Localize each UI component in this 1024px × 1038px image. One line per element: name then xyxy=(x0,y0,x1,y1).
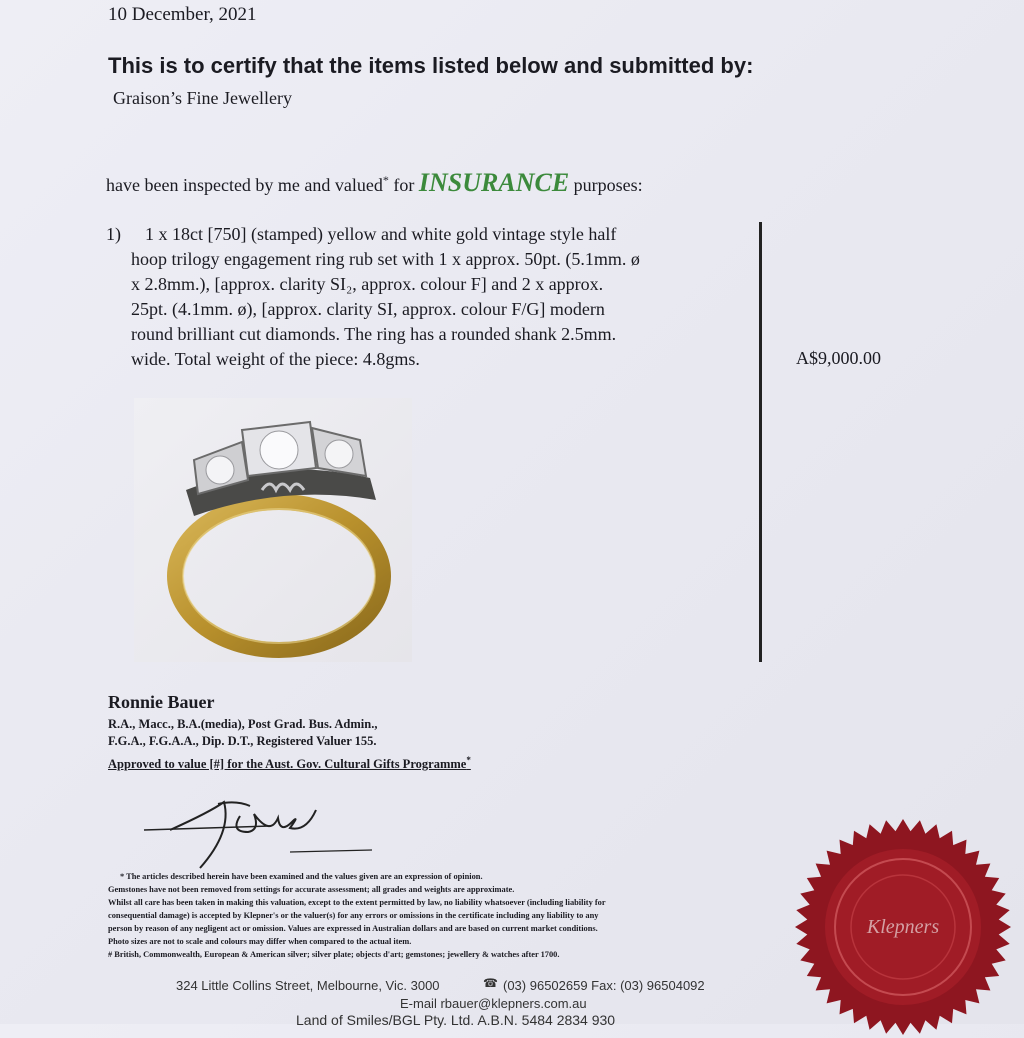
item-description-line: 25pt. (4.1mm. ø), [approx. clarity SI, approx. colour F/G] modern xyxy=(131,299,605,319)
valuer-credentials: R.A., Macc., B.A.(media), Post Grad. Bus. Admin., xyxy=(108,717,378,731)
ring-photo-icon xyxy=(134,398,412,662)
disclaimer-line: consequential damage) is accepted by Klepner's or the valuer(s) for any errors or omissions in the certificate including any liability to any xyxy=(108,911,599,920)
disclaimer-line: Whilst all care has been taken in making this valuation, except to the extent permitted by law, no liability whatsoever (including liability for xyxy=(108,898,606,907)
item-description-line: hoop trilogy engagement ring rub set with 1 x approx. 50pt. (5.1mm. ø xyxy=(131,249,640,269)
purpose-insurance: INSURANCE xyxy=(418,168,570,197)
approval-text: Approved to value [#] for the Aust. Gov. Cultural Gifts Programme xyxy=(108,757,467,772)
signature-icon xyxy=(140,792,380,882)
item-value: A$9,000.00 xyxy=(796,348,881,368)
item-description-line: round brilliant cut diamonds. The ring has a rounded shank 2.5mm. xyxy=(131,324,617,344)
disclaimer-line: * The articles described herein have been examined and the values given are an expression of opinion. xyxy=(120,872,483,881)
disclaimer-line: # British, Commonwealth, European & American silver; silver plate; objects d'art; gemstones; jewellery & watches after 1700. xyxy=(108,950,560,959)
contact-email: E-mail rbauer@klepners.com.au xyxy=(400,996,587,1011)
item-description-line: 1 x 18ct [750] (stamped) yellow and white gold vintage style half xyxy=(145,224,617,244)
item-number: 1) xyxy=(106,224,121,244)
asterisk-mark: * xyxy=(466,755,471,765)
inspection-prefix: have been inspected by me and valued xyxy=(106,175,383,195)
valuer-credentials: F.G.A., F.G.A.A., Dip. D.T., Registered Valuer 155. xyxy=(108,734,377,748)
approval-statement xyxy=(108,755,471,772)
seal-text: Klepners xyxy=(866,916,940,938)
disclaimer-line: person by reason of any negligent act or omission. Values are expressed in Australian dollars and are based on current market conditions. xyxy=(108,924,598,933)
inspection-statement xyxy=(106,168,643,198)
disclaimer-line: Gemstones have not been removed from settings for accurate assessment; all grades and weights are approximate. xyxy=(108,885,515,894)
company-details: Land of Smiles/BGL Pty. Ltd. A.B.N. 5484 2834 930 xyxy=(296,1012,616,1028)
item-description-line: wide. Total weight of the piece: 4.8gms. xyxy=(131,349,420,369)
contact-phone: (03) 96502659 Fax: (03) 96504092 xyxy=(503,978,705,993)
valuer-name: Ronnie Bauer xyxy=(108,692,215,712)
wax-seal-icon xyxy=(792,816,1014,1038)
phone-icon: ☎ xyxy=(483,976,498,990)
disclaimer-line: Photo sizes are not to scale and colours may differ when compared to the actual item. xyxy=(108,937,412,946)
contact-address: 324 Little Collins Street, Melbourne, Vic. 3000 xyxy=(176,978,440,993)
submitter-name: Graison’s Fine Jewellery xyxy=(113,88,292,108)
inspection-for: for xyxy=(388,175,419,195)
certificate-heading: This is to certify that the items listed below and submitted by: xyxy=(108,53,754,78)
certificate-date: 10 December, 2021 xyxy=(108,4,257,25)
item-description-line: x 2.8mm.), [approx. clarity SI₂, approx. colour F] and 2 x approx. xyxy=(131,274,604,294)
column-divider xyxy=(759,222,762,662)
inspection-suffix: purposes: xyxy=(569,175,643,195)
asterisk-mark: * xyxy=(382,173,389,187)
